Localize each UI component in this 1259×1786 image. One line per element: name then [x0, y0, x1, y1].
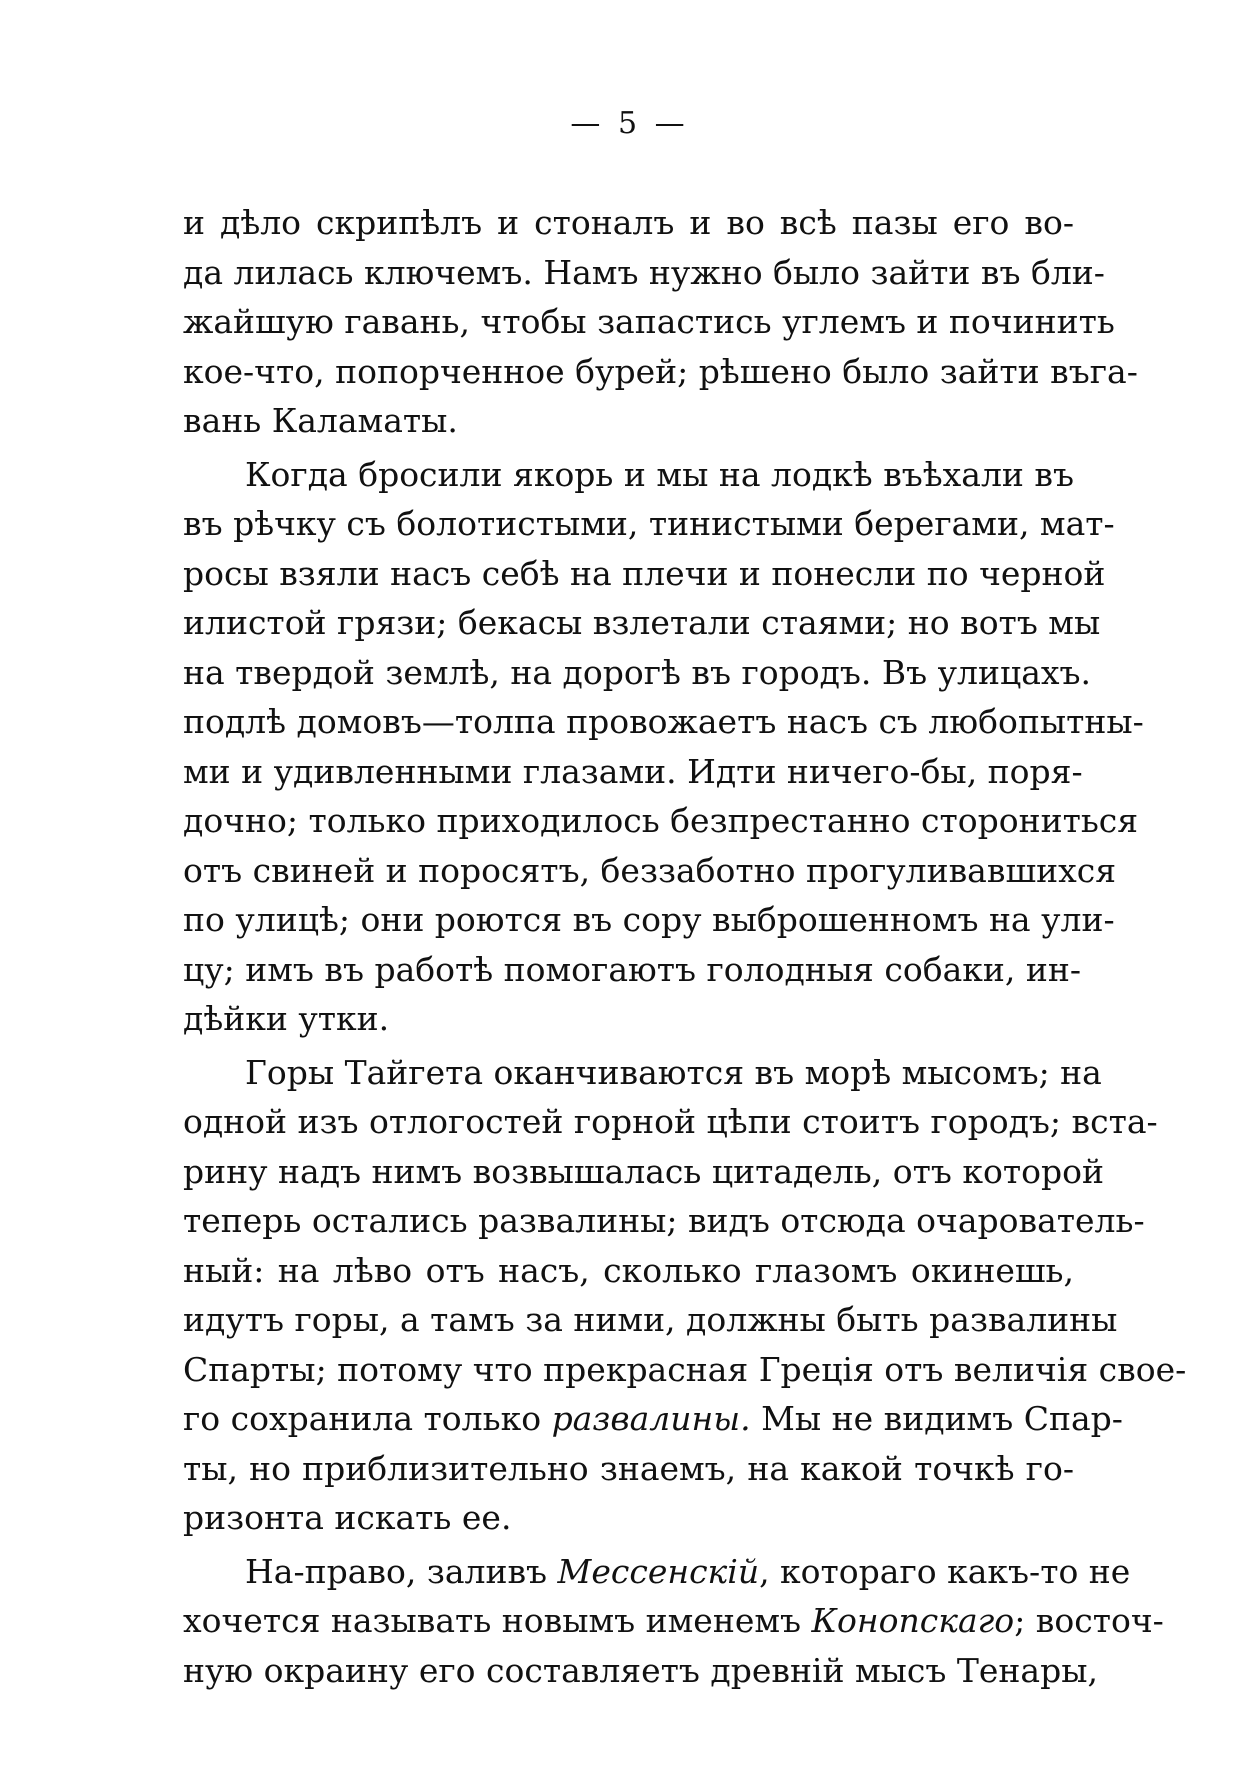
text-line: подлѣ домовъ—толпа провожаетъ насъ съ любопытны- — [183, 702, 1144, 741]
text-line: вань Каламаты. — [183, 401, 458, 440]
text-run: хочется называть новымъ именемъ — [183, 1601, 812, 1640]
text-run: ; восточ- — [1014, 1601, 1164, 1640]
text-line: ную окраину его составляетъ древнiй мысъ Тенары, — [183, 1650, 1098, 1690]
text-line: дочно; только приходилось безпрестанно сторониться — [183, 801, 1139, 840]
text-run: На-право, заливъ — [245, 1551, 558, 1591]
text-line: въ рѣчку съ болотистыми, тинистыми берегами, мат- — [183, 504, 1115, 543]
italic-word: Конопскаго — [811, 1601, 1015, 1640]
text-line: и дѣло скрипѣлъ и стоналъ и во всѣ пазы его во- — [183, 203, 1074, 242]
text-line: жайшую гавань, чтобы запастись углемъ и починить — [183, 302, 1115, 341]
text-line: идутъ горы, а тамъ за ними, должны быть развалины — [183, 1300, 1118, 1339]
text-line: илистой грязи; бекасы взлетали стаями; но вотъ мы — [183, 603, 1101, 642]
text-line — [183, 1394, 1123, 1444]
text-line: ты, но приблизительно знаемъ, на какой точкѣ го- — [183, 1448, 1074, 1488]
text-line: одной изъ отлогостей горной цѣпи стоитъ городъ; вста- — [183, 1102, 1158, 1141]
text-line: ный: на лѣво отъ насъ, сколько глазомъ окинешь, — [183, 1250, 1074, 1290]
text-line: на твердой землѣ, на дорогѣ въ городъ. Въ улицахъ. — [183, 652, 1091, 692]
text-line — [183, 1547, 1131, 1597]
text-line: Горы Тайгета оканчиваются въ морѣ мысомъ; на — [245, 1052, 1102, 1092]
page-number: — 5 — — [570, 106, 689, 141]
text-line: ми и удивленными глазами. Идти ничего-бы, поря- — [183, 751, 1083, 791]
text-line: да лилась ключемъ. Намъ нужно было зайти въ бли- — [183, 252, 1105, 292]
text-line: по улицѣ; они роются въ сору выброшенномъ на ули- — [183, 900, 1115, 939]
text-line: отъ свиней и поросятъ, беззаботно прогуливавшихся — [183, 850, 1117, 890]
text-line: росы взяли насъ себѣ на плечи и понесли по черной — [183, 553, 1106, 593]
italic-word: развалины. — [551, 1399, 751, 1438]
text-line: теперь остались развалины; видъ отсюда очарователь- — [183, 1201, 1145, 1240]
text-line — [183, 1596, 1164, 1646]
text-run: Мы не видимъ Спар- — [750, 1399, 1123, 1438]
text-run: го сохранила только — [183, 1399, 552, 1438]
text-line: рину надъ нимъ возвышалась цитадель, отъ которой — [183, 1151, 1104, 1191]
text-line: Спарты; потому что прекрасная Грецiя отъ величiя свое- — [183, 1349, 1187, 1389]
italic-word: Мессенскiй — [557, 1551, 760, 1591]
text-line: ризонта искать ее. — [183, 1498, 512, 1537]
text-run: , котораго какъ-то не — [759, 1551, 1131, 1591]
text-line: цу; имъ въ работѣ помогаютъ голодныя собаки, ин- — [183, 949, 1081, 989]
text-line: Когда бросили якорь и мы на лодкѣ въѣхали въ — [245, 454, 1074, 494]
body-text — [183, 198, 1187, 1695]
text-line: дѣйки утки. — [183, 999, 390, 1038]
text-line: кое-что, попорченное бурей; рѣшено было зайти въга- — [183, 351, 1138, 391]
